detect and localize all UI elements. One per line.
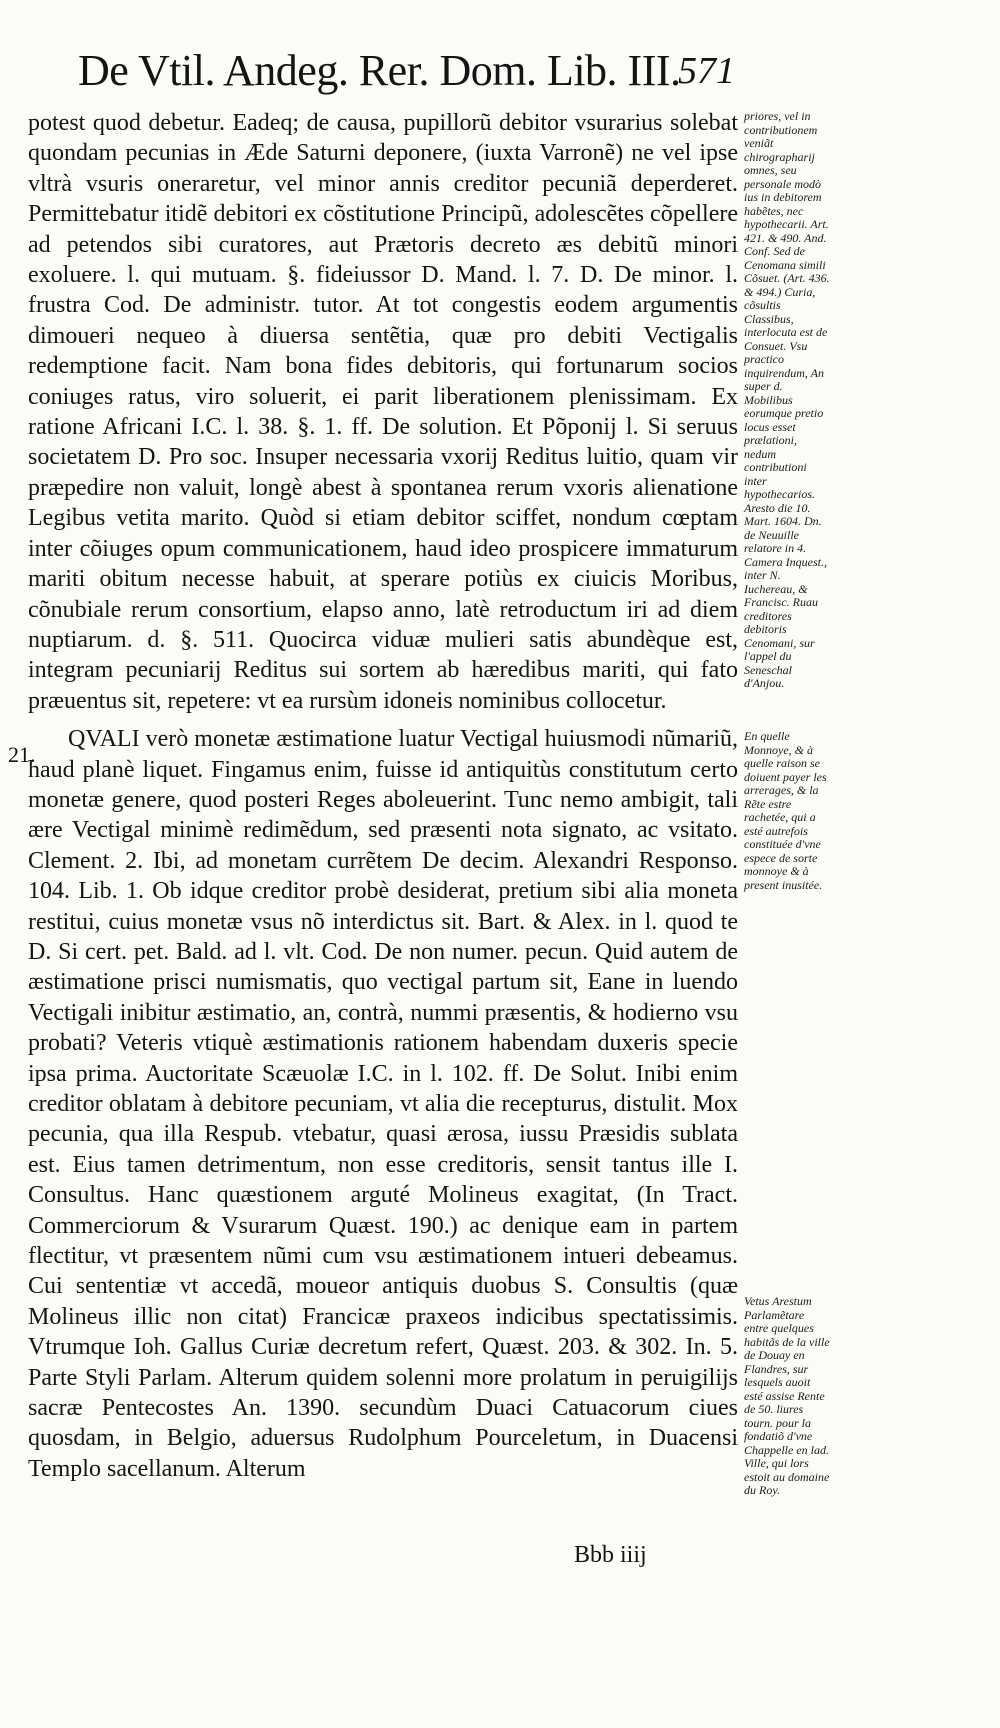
margin-note-1: priores, vel in contributionem veniãt chirographarij omnes, seu personale modò ius in debitorem habẽtes, nec hypothecarii. Art. 421. & 490. And. Conf. Sed de Cenomana simili Cõsuet. (Art. 436. & 494.) Curia, cõsultis Classibus, interlocuta est de Consuet. Vsu practico inquirendum, An super d. Mobilibus eorumque pretio locus esset prælationi, nedum contributioni inter hypothecarios. Aresto die 10. Mart. 1604. Dn. de Neuuille relatore in 4. Camera Inquest., inter N. Iuchereau, & Francisc. Ruau creditores debitoris Cenomani, sur l'appel du Seneschal d'Anjou. [744,109,830,690]
running-header [78,45,758,101]
signature-mark: Bbb iiij [574,1542,647,1568]
margin-note-2: En quelle Monnoye, & à quelle raison se doiuent payer les arrerages, & la Rẽte estre rachetée, qui a esté autrefois constituée d'vne espece de sorte monnoye & à present inusitée. [744,729,827,892]
paragraph-1: potest quod debetur. Eadeq; de causa, pupillorũ debitor vsurarius solebat quondam pecunias in Æde Saturni deponere, (iuxta Varronẽ) ne vel ipse vltrà vsuris oneraretur, vel minor annis creditor pecuniã deperderet. Permittebatur itidẽ debitori ex cõstitutione Principũ, adolescẽtes cõpellere ad petendos sibi curatores, aut Prætoris decreto æs debitũ minori exoluere. l. qui mutuam. §. fideiussor D. Mand. l. 7. D. De minor. l. frustra Cod. De administr. tutor. At tot congestis eodem argumentis dimoueri nequeo à diuersa sentẽtia, quæ pro debiti Vectigalis redemptione facit. Nam bona fides debitoris, qui fortunarum socios coniuges ratus, viro soluerit, ei parit liberationem plenissimam. Ex ratione Africani I.C. l. 38. §. 1. ff. De solution. Et Põponij l. Si seruus societatem D. Pro soc. Insuper necessaria vxorij Reditus luitio, quam vir præpedire non valuit, longè abest à spontanea rerum vxoris alienatione Legibus vetita marito. Quòd si etiam debitor sciffet, nondum cœptam inter cõiuges opum communicationem, haud ideo prospicere immaturum mariti obitum necesse habuit, at sperare potiùs ex ciuicis Moribus, cõnubiale rerum consortium, elapso anno, latè retroductum iri ad diem nuptiarum. d. §. 511. Quocirca viduæ mulieri satis abundèque est, integram pecuniarij Reditus sui sortem ab hæredibus mariti, qui fato præuentus sit, repetere: vt ea rursùm idoneis nominibus collocetur. [28,110,738,714]
main-text-column [28,108,738,1484]
paragraph-2: QVALI verò monetæ æstimatione luatur Vectigal huiusmodi nũmariũ, haud planè liquet. Fingamus enim, fuisse id antiquitùs constitutum certo monetæ genere, quod posteri Reges aboleuerint. Tunc nemo ambigit, tali ære Vectigal minimè redimẽdum, sed præsenti nota signato, ac vsitato. Clement. 2. Ibi, ad monetam currẽtem De decim. Alexandri Responso. 104. Lib. 1. Ob idque creditor probè desiderat, pretium sibi alia moneta restitui, cuius monetæ vsus nõ interdictus sit. Bart. & Alex. in l. quod te D. Si cert. pet. Bald. ad l. vlt. Cod. De non numer. pecun. Quid autem de æstimatione prisci numismatis, quo vectigal partum sit, Eane in luendo Vectigali inibitur æstimatio, an, contrà, nummi præsentis, & hodierno vsu probati? Veteris vtiquè æstimationis rationem habendam duxeris specie ipsa prima. Auctoritate Scæuolæ I.C. in l. 102. ff. De Solut. Inibi enim creditor oblatam à debitore pecuniam, vt alia die recepturus, distulit. Mox pecunia, qua illa Respub. vtebatur, quasi ærosa, iussu Præsidis sublata est. Eius tamen detrimentum, non esse creditoris, sensit tantus ille I. Consultus. Hanc quæstionem arguté Molineus exagitat, (In Tract. Commerciorum & Vsurarum Quæst. 190.) ac denique eam in partem flectitur, vt præsentem nũmi cum vsu æstimationem intueri debeamus. Cui sententiæ vt accedã, moueor antiquis duobus S. Consultis (quæ Molineus illic non citat) Francicæ praxeos indicibus spectatissimis. Vtrumque Ioh. Gallus Curiæ decretum refert, Quæst. 203. & 302. In. 5. Parte Styli Parlam. Alterum quidem solenni more prolatum in peruigilijs sacræ Pentecostes An. 1390. secundùm Duaci Catuacorum ciues quosdam, in Belgio, aduersus Rudolphum Pourceletum, in Duacensi Templo sacellanum. Alterum [28,726,738,1482]
folio-number: 571 [678,50,735,92]
running-title: De Vtil. Andeg. Rer. Dom. Lib. III. [78,46,681,95]
margin-note-3: Vetus Arestum Parlamẽtare entre quelques habitãs de la ville de Douay en Flandres, sur lesquels auoit esté assise Rente de 50. liures tourn. pour la fondatiõ d'vne Chappelle en lad. Ville, qui lors estoit au domaine du Roy. [744,1294,830,1497]
paragraph-number: 21. [8,742,36,767]
